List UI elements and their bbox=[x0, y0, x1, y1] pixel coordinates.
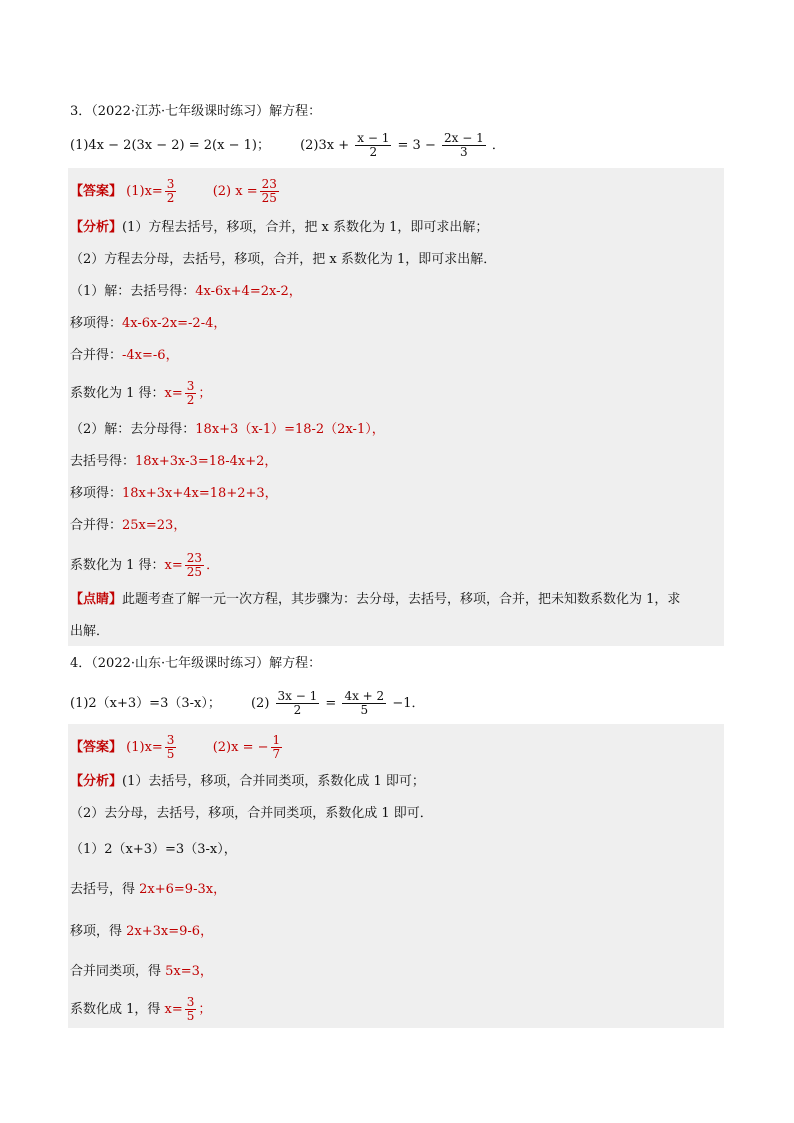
analysis-tag: 【分析】 bbox=[70, 220, 123, 235]
answer-tag: 【答案】 bbox=[70, 184, 123, 199]
q3-part2-step5-frac: $\frac{23}{25}$ bbox=[186, 551, 203, 579]
q3-ans1-frac: $\frac{3}{2}$ bbox=[166, 177, 175, 205]
comment-tag: 【点睛】 bbox=[70, 592, 123, 607]
q3-eq2-b: = 3 − bbox=[397, 138, 436, 153]
q4-answer: 【答案】 (1)x= $\frac{3}{5}$ (2)x = − $\frac{1}{7}$ bbox=[70, 733, 281, 761]
q3-eq1: (1)4x − 2(3x − 2) = 2(x − 1)； bbox=[70, 138, 270, 153]
q4-step-3: 移项，得 2x+3x=9-6， bbox=[70, 924, 214, 939]
q3-step-2: 移项得：4x-6x-2x=-2-4， bbox=[70, 316, 227, 331]
q3-equations bbox=[70, 132, 505, 159]
q3-comment-1: 【点睛】此题考查了解一元一次方程，其步骤为：去分母，去括号，移项，合并，把未知数系数化为 1，求 bbox=[70, 592, 681, 607]
q4-step-2: 去括号，得 2x+6=9-3x， bbox=[70, 882, 227, 897]
q4-ans2-frac: $\frac{1}{7}$ bbox=[272, 733, 281, 761]
q3-eq2-a: (2)3x + bbox=[300, 138, 350, 153]
q4-analysis-2: （2）去分母，去括号，移项，合并同类项，系数化成 1 即可． bbox=[70, 806, 433, 821]
q3-part2-step-3: 移项得：18x+3x+4x=18+2+3， bbox=[70, 486, 278, 501]
q3-ans2-frac: $\frac{23}{25}$ bbox=[261, 177, 277, 205]
q3-part2-step-4: 合并得：25x=23， bbox=[70, 518, 187, 533]
q3-step4-frac: $\frac{3}{2}$ bbox=[186, 379, 195, 407]
q4-eq2-frac1: $\frac{3x - 1}{2}$ bbox=[277, 689, 318, 717]
q3-eq2-frac2: $\frac{2x - 1}{3}$ bbox=[443, 131, 484, 159]
q3-analysis-2: （2）方程去分母，去括号，移项，合并，把 x 系数化为 1，即可求出解． bbox=[70, 252, 497, 267]
q4-step-5: 系数化成 1，得 x= $\frac{3}{5}$ ； bbox=[70, 995, 212, 1023]
q3-eq2-c: ． bbox=[491, 138, 505, 153]
analysis-tag: 【分析】 bbox=[70, 774, 123, 789]
q4-header: 4．（2022·山东·七年级课时练习）解方程： bbox=[70, 656, 322, 671]
q4-analysis-1: 【分析】(1）去括号，移项，合并同类项，系数化成 1 即可； bbox=[70, 774, 425, 789]
answer-tag: 【答案】 bbox=[70, 740, 123, 755]
q4-eq2-frac2: $\frac{4x + 2}{5}$ bbox=[344, 689, 385, 717]
q4-eq1: (1)2（x+3）=3（3-x）； bbox=[70, 696, 221, 711]
q4-solution-box bbox=[68, 724, 724, 1028]
q3-header: 3．（2022·江苏·七年级课时练习）解方程： bbox=[70, 104, 322, 119]
q4-step5-frac: $\frac{3}{5}$ bbox=[186, 995, 195, 1023]
q4-ans1-frac: $\frac{3}{5}$ bbox=[166, 733, 175, 761]
q3-comment-2: 出解． bbox=[70, 624, 110, 639]
q3-eq2-frac1: $\frac{x - 1}{2}$ bbox=[357, 131, 390, 159]
q3-answer: 【答案】 (1)x= $\frac{3}{2}$ (2) x = $\frac{23}{25}$ bbox=[70, 177, 277, 205]
q3-step-3: 合并得：-4x=-6， bbox=[70, 348, 179, 363]
q3-step-4: 系数化为 1 得：x= $\frac{3}{2}$ ； bbox=[70, 379, 212, 407]
q4-equations: (1)2（x+3）=3（3-x）； (2) $\frac{3x - 1}{2}$ = $\frac{4x + 2}{5}$ −1． bbox=[70, 689, 425, 717]
q4-step-4: 合并同类项，得 5x=3， bbox=[70, 964, 213, 979]
q3-part2-step-1: （2）解：去分母得：18x+3（x-1）=18-2（2x-1）， bbox=[70, 422, 385, 437]
q3-part2-step-2: 去括号得：18x+3x-3=18-4x+2， bbox=[70, 454, 278, 469]
q3-step-1: （1）解：去括号得：4x-6x+4=2x-2， bbox=[70, 284, 302, 299]
q3-part2-step-5: 系数化为 1 得：x= $\frac{23}{25}$ ． bbox=[70, 551, 220, 579]
q4-step-1: （1）2（x+3）=3（3-x）， bbox=[70, 842, 237, 857]
q3-analysis-1: 【分析】(1）方程去括号，移项，合并，把 x 系数化为 1，即可求出解； bbox=[70, 220, 489, 235]
